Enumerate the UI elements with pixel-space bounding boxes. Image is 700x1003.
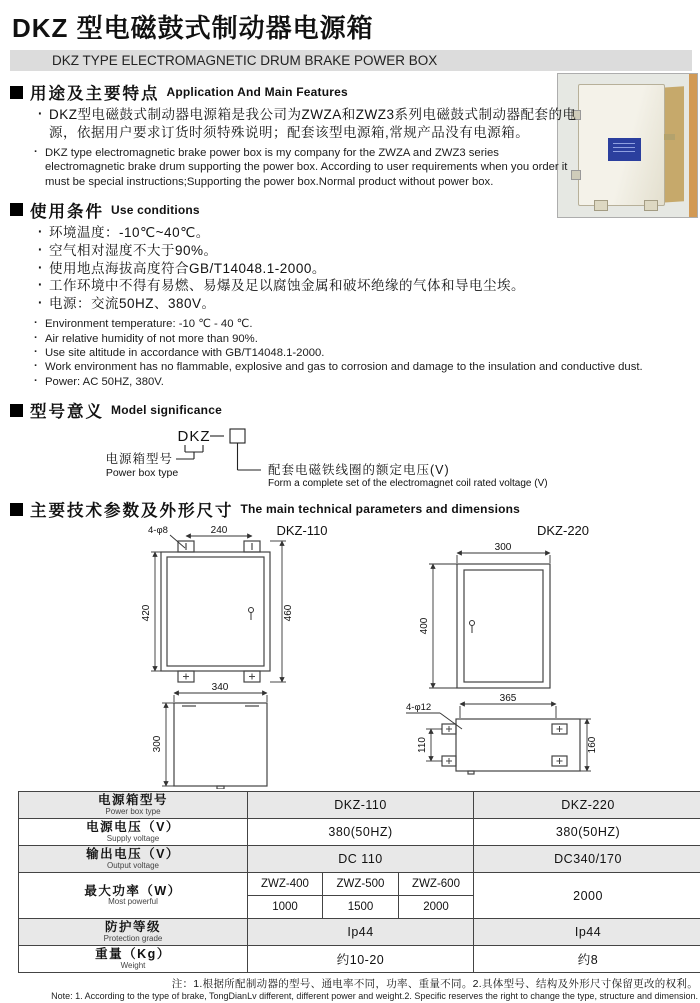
section-marker-icon (10, 404, 23, 417)
section-marker-icon (10, 86, 23, 99)
table-row (19, 873, 700, 896)
cell-brake-model: ZWZ-600 (399, 873, 474, 896)
cell-dkz220: DC340/170 (474, 846, 700, 873)
condition-bullet: · 空气相对湿度不大于90%。 (38, 242, 692, 260)
cell-dkz220: DKZ-220 (474, 792, 700, 819)
power-box-latch (664, 134, 675, 140)
model-significance-diagram (38, 424, 658, 488)
page-subtitle: DKZ TYPE ELECTROMAGNETIC DRUM BRAKE POWER BOX (10, 50, 692, 71)
section-model-title-cn: 型号意义 (30, 398, 104, 422)
drawing-label-dkz110: DKZ-110 (276, 523, 327, 538)
row-label-cn: 重量（Kg） (21, 948, 245, 962)
row-label-cn: 电源箱型号 (21, 794, 245, 808)
dim-400: 400 (419, 618, 430, 635)
power-box-blue-nameplate (608, 138, 641, 161)
dim-hole-4phi12: 4-φ12 (406, 702, 431, 713)
section-conditions-title-en: Use conditions (111, 203, 200, 217)
cell-power-value: 1500 (323, 896, 399, 919)
model-left-label-cn: 电源箱型号 (105, 451, 173, 466)
section-conditions-title-cn: 使用条件 (30, 198, 104, 222)
condition-bullet: · 环境温度：-10℃~40℃。 (38, 224, 692, 242)
dkz110-dimension-drawing (132, 523, 422, 789)
spec-table (18, 791, 700, 973)
row-label-en: Weight (21, 962, 245, 970)
dim-365: 365 (500, 693, 517, 704)
keyhole-symbol (470, 621, 475, 634)
features-bullets-cn (10, 106, 583, 142)
dim-160: 160 (587, 737, 598, 754)
row-label-cn: 电源电压（V） (21, 821, 245, 835)
cell-dkz220: Ip44 (474, 919, 700, 946)
power-box-mounting-foot (644, 200, 658, 211)
cell-dkz110: Ip44 (248, 919, 474, 946)
dim-110: 110 (417, 737, 428, 753)
condition-bullet: · Use site altitude in accordance with GB/T14048.1-2000. (34, 346, 692, 360)
cell-dkz110: DKZ-110 (248, 792, 474, 819)
table-row (19, 792, 700, 819)
condition-bullet: · 使用地点海拔高度符合GB/T14048.1-2000。 (38, 260, 692, 278)
condition-bullet: · 工作环境中不得有易燃、易爆及足以腐蚀金属和破坏绝缘的气体和导电尘埃。 (38, 277, 692, 295)
dim-300: 300 (152, 736, 163, 753)
cell-power-value: 2000 (399, 896, 474, 919)
condition-bullet: · Power: AC 50HZ, 380V. (34, 375, 692, 389)
section-marker-icon (10, 203, 23, 216)
dim-340: 340 (212, 682, 229, 693)
cell-dkz220: 380(50HZ) (474, 819, 700, 846)
model-code: DKZ (178, 428, 211, 445)
condition-bullet: · Air relative humidity of not more than 90%. (34, 332, 692, 346)
cell-dkz110: 约10-20 (248, 946, 474, 973)
row-label-en: Output voltage (21, 862, 245, 870)
section-marker-icon (10, 503, 23, 516)
row-label (19, 819, 248, 846)
cell-dkz110: DC 110 (248, 846, 474, 873)
row-label-cn: 输出电压（V） (21, 848, 245, 862)
dim-420: 420 (141, 605, 152, 622)
row-label (19, 846, 248, 873)
dimension-drawings (10, 523, 692, 789)
dkz220-dimension-drawing (398, 523, 700, 789)
row-label-en: Most powerful (21, 898, 245, 906)
row-label-cn: 防护等级 (21, 921, 245, 935)
conditions-bullets-cn (10, 224, 692, 313)
section-tech-title-cn: 主要技术参数及外形尺寸 (30, 497, 234, 521)
cell-brake-model: ZWZ-400 (248, 873, 323, 896)
dim-460: 460 (283, 605, 294, 622)
row-label-en: Power box type (21, 808, 245, 816)
model-left-label-en: Power box type (106, 467, 179, 479)
cell-dkz220: 约8 (474, 946, 700, 973)
feature-bullet: · DKZ型电磁鼓式制动器电源箱是我公司为ZWZA和ZWZ3系列电磁鼓式制动器配套的电源，依据用户要求订货时须特殊说明；配套该型电源箱,常规产品没有电源箱。 (38, 106, 583, 142)
row-label (19, 873, 248, 919)
footnote-cn: 注：1.根据所配制动器的型号、通电率不同，功率、重量不同。2.具体型号、结构及外形尺寸保留更改的权利。 (10, 977, 698, 991)
section-model-heading (10, 398, 692, 422)
section-model-title-en: Model significance (111, 403, 222, 417)
table-row (19, 946, 700, 973)
dim-hole-4phi8: 4-φ8 (148, 525, 168, 536)
photo-background-strip (689, 74, 697, 217)
section-features-title-cn: 用途及主要特点 (30, 80, 160, 104)
conditions-bullets-en (10, 317, 692, 389)
row-label-en: Supply voltage (21, 835, 245, 843)
row-label (19, 792, 248, 819)
dim-300: 300 (495, 542, 512, 553)
model-right-label-cn: 配套电磁铁线圈的额定电压(V) (268, 462, 450, 477)
dim-240: 240 (211, 525, 228, 536)
table-row (19, 846, 700, 873)
section-tech-title-en: The main technical parameters and dimensions (241, 502, 521, 516)
cell-brake-model: ZWZ-500 (323, 873, 399, 896)
cell-dkz110: 380(50HZ) (248, 819, 474, 846)
model-right-label-en: Form a complete set of the electromagnet coil rated voltage (V) (268, 478, 548, 488)
feature-bullet: · DKZ type electromagnetic brake power box is my company for the ZWZA and ZWZ3 series electromagnetic brake drum supporting the power box. According to user requirements when you order it must be special instructions;Supporting the power box.Normal product without power box. (34, 146, 579, 189)
cell-dkz220: 2000 (474, 873, 700, 919)
condition-bullet: · Environment temperature: -10 ℃ - 40 ℃. (34, 317, 692, 331)
condition-bullet: · Work environment has no flammable, explosive and gas to corrosion and damage to the insulation and conductive dust. (34, 360, 692, 374)
keyhole-symbol (249, 608, 254, 621)
power-box-mounting-foot (594, 200, 608, 211)
page-title: DKZ 型电磁鼓式制动器电源箱 (12, 8, 692, 45)
footnote-en: Note: 1. According to the type of brake, TongDianLv different, different power and weight.2. Specific reserves the right to change the type, structure and dimension. (10, 991, 698, 1003)
footnotes (10, 977, 698, 1003)
cell-power-value: 1000 (248, 896, 323, 919)
section-tech-heading (10, 497, 692, 521)
condition-bullet: · 电源：交流50HZ、380V。 (38, 295, 692, 313)
row-label (19, 946, 248, 973)
section-features-title-en: Application And Main Features (167, 85, 348, 99)
row-label-cn: 最大功率（W） (21, 885, 245, 899)
table-row (19, 819, 700, 846)
drawing-label-dkz220: DKZ-220 (537, 523, 589, 538)
row-label-en: Protection grade (21, 935, 245, 943)
features-bullets-en (10, 146, 579, 189)
